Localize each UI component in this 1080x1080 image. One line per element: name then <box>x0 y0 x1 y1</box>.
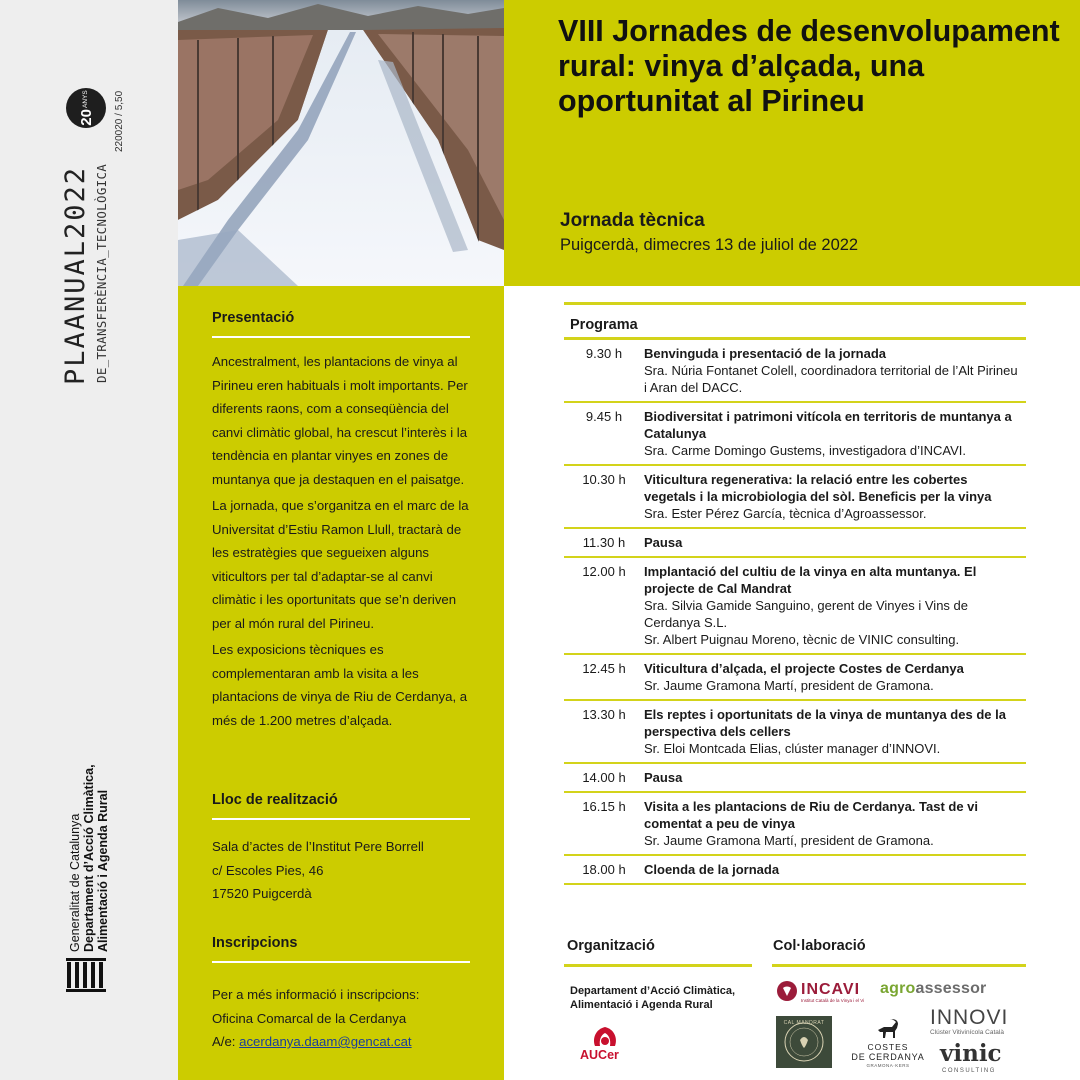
costes-logo <box>842 1018 934 1068</box>
costes-line2: DE CERDANYA <box>851 1052 925 1062</box>
program-session-title: Implantació del cultiu de la vinya en alta muntanya. El projecte de Cal Mandrat <box>644 564 977 596</box>
program-session-title: Viticultura regenerativa: la relació entre les cobertes vegetals i la microbiologia del sòl. Beneficis per la vinya <box>644 472 992 504</box>
agro-text: agro <box>880 980 916 997</box>
lloc-line: Sala d’actes de l’Institut Pere Borrell <box>212 839 424 854</box>
program-time: 9.45 h <box>585 409 623 424</box>
inscripcions-email-line <box>212 1030 470 1054</box>
vinic-text: vinic <box>940 1040 1002 1067</box>
program-row <box>564 793 1026 856</box>
program-time: 16.15 h <box>582 799 626 814</box>
presentacio-paragraph: La jornada, que s’organitza en el marc de la Universitat d’Estiu Ramon Llull, tractarà de les estratègies que segueixen alguns viticultors per tal d’adaptar-se al canvi climàtic i les oportunitats que se’n deriven per al món rural del Pirineu. <box>212 498 469 631</box>
event-place-date: Puigcerdà, dimecres 13 de juliol de 2022 <box>560 236 859 254</box>
program-description <box>644 861 1026 878</box>
assessor-text: assessor <box>915 980 987 997</box>
vinic-logo <box>940 1040 1020 1076</box>
organitzacio-heading: Organització <box>564 938 752 967</box>
program-row <box>564 403 1026 466</box>
incavi-text: INCAVI <box>801 981 861 998</box>
gencat-line1: Generalitat de Catalunya <box>68 813 82 952</box>
program-speaker: Sra. Carme Domingo Gustems, investigadora d’INCAVI. <box>644 443 966 458</box>
incavi-icon <box>776 980 798 1002</box>
lloc-body <box>212 835 470 906</box>
program-time: 9.30 h <box>585 346 623 361</box>
program-row <box>564 466 1026 529</box>
inscripcions-line: Oficina Comarcal de la Cerdanya <box>212 1010 407 1026</box>
organizer-line2: Alimentació i Agenda Rural <box>570 999 713 1011</box>
program-speaker: Sr. Jaume Gramona Martí, president de Gramona. <box>644 678 934 693</box>
innovi-subtext: Clúster Vitivinícola Català <box>930 1029 1004 1036</box>
incavi-subtext: Institut Català de la Vinya i el Vi <box>801 998 865 1003</box>
lloc-line: c/ Escoles Pies, 46 <box>212 862 324 878</box>
ibex-icon <box>874 1018 902 1040</box>
collaboracio-heading: Col·laboració <box>772 938 1026 967</box>
email-prefix: A/e: <box>212 1034 240 1049</box>
program-session-title: Pausa <box>644 770 683 785</box>
plan-subtitle: DE_TRANSFERÈNCIA_TECNOLÒGICA <box>94 163 109 383</box>
lloc-heading: Lloc de realització <box>212 792 470 820</box>
program-description <box>644 563 1026 648</box>
inscripcions-heading: Inscripcions <box>212 935 470 963</box>
program-time: 18.00 h <box>582 862 626 877</box>
presentacio-heading: Presentació <box>212 310 470 338</box>
cal-mandrat-text: CAL MANDRAT <box>783 1020 825 1026</box>
lloc-line: 17520 Puigcerdà <box>212 886 312 901</box>
program-session-title: Biodiversitat i patrimoni vitícola en territoris de muntanya a Catalunya <box>644 409 1012 441</box>
cal-mandrat-logo <box>776 1016 832 1068</box>
vineyard-photo <box>178 0 504 286</box>
program-speaker: Sr. Eloi Montcada Elias, clúster manager d’INNOVI. <box>644 741 941 756</box>
presentacio-body <box>212 350 470 735</box>
vinic-subtext: CONSULTING <box>942 1068 996 1074</box>
badge-number: 20 <box>77 109 95 126</box>
program-session-title: Visita a les plantacions de Riu de Cerdanya. Tast de vi comentat a peu de vinya <box>644 799 979 831</box>
program-row <box>564 701 1026 764</box>
presentacio-paragraph: Ancestralment, les plantacions de vinya al Pirineu eren habituals i molt importants. Per diferents raons, com a conseqüència del canvi climàtic global, ha crescut l’interès i la tendència en plantar vinyes en zones de muntanya que ja destaquen en el paisatge. <box>212 354 468 487</box>
program-time: 12.00 h <box>582 564 626 579</box>
organizer-line1: Departament d’Acció Climàtica, <box>570 985 736 997</box>
page-title: VIII Jornades de desenvolupament rural: vinya d’alçada, una oportunitat al Pirineu <box>558 14 1060 118</box>
program-speaker: Sra. Núria Fontanet Colell, coordinadora territorial de l’Alt Pirineu i Aran del DACC. <box>644 363 1018 395</box>
innovi-logo <box>930 1006 1020 1038</box>
program-row <box>564 529 1026 558</box>
presentacio-paragraph: Les exposicions tècniques es complementaran amb la visita a les plantacions de vinya de Riu de Cerdanya, a més de 1.200 metres d’alçada. <box>212 642 468 728</box>
programa-rows <box>564 340 1026 885</box>
program-speaker: Sr. Jaume Gramona Martí, president de Gramona. <box>644 833 934 848</box>
program-description <box>644 471 1026 522</box>
inscripcions-body <box>212 983 470 1054</box>
program-row <box>564 764 1026 793</box>
program-row <box>564 856 1026 885</box>
gencat-text <box>68 764 110 952</box>
costes-line1: COSTES <box>867 1042 909 1052</box>
aucer-text: AUCer <box>580 1048 619 1062</box>
program-session-title: Benvinguda i presentació de la jornada <box>644 346 887 361</box>
anniversary-badge <box>66 88 106 128</box>
programa-table <box>564 302 1026 885</box>
aucer-logo <box>578 1026 632 1066</box>
plan-title: PLAANUAL2022 <box>60 165 91 385</box>
program-session-title: Viticultura d’alçada, el projecte Costes de Cerdanya <box>644 661 964 676</box>
gencat-line3: Alimentació i Agenda Rural <box>96 789 110 952</box>
program-speaker: Sra. Ester Pérez García, tècnica d’Agroassessor. <box>644 506 927 521</box>
program-session-title: Cloenda de la jornada <box>644 862 780 877</box>
program-time: 13.30 h <box>582 707 626 722</box>
innovi-text: INNOVI <box>930 1006 1009 1029</box>
document-code: 220020 / 5,50 <box>114 90 125 152</box>
program-time: 12.45 h <box>582 661 626 676</box>
organizer-department <box>570 984 760 1012</box>
program-session-title: Pausa <box>644 535 683 550</box>
title-box <box>504 0 1080 286</box>
inscripcions-line: Per a més informació i inscripcions: <box>212 987 420 1002</box>
program-description <box>644 345 1026 396</box>
program-description <box>644 660 1026 694</box>
side-strip <box>0 0 178 1080</box>
program-description <box>644 769 1026 786</box>
gencat-line2: Departament d’Acció Climàtica, <box>82 764 96 952</box>
programa-heading: Programa <box>564 302 1026 340</box>
program-row <box>564 655 1026 701</box>
program-time: 10.30 h <box>582 472 626 487</box>
program-description <box>644 408 1026 459</box>
badge-text: ANYS <box>81 90 89 109</box>
email-link[interactable]: acerdanya.daam@gencat.cat <box>239 1034 412 1049</box>
info-column <box>178 286 504 1080</box>
program-row <box>564 340 1026 403</box>
program-time: 14.00 h <box>582 770 626 785</box>
program-time: 11.30 h <box>582 535 626 550</box>
program-description <box>644 534 1026 551</box>
program-description <box>644 798 1026 849</box>
incavi-logo <box>776 980 876 1004</box>
agroassessor-logo <box>880 980 1010 1002</box>
program-speaker: Sr. Albert Puignau Moreno, tècnic de VINIC consulting. <box>644 632 960 647</box>
program-speaker: Sra. Silvia Gamide Sanguino, gerent de Vinyes i Vins de Cerdanya S.L. <box>644 598 968 630</box>
gencat-logo-icon <box>64 956 108 994</box>
event-subtitle: Jornada tècnica <box>560 210 705 231</box>
program-session-title: Els reptes i oportunitats de la vinya de muntanya des de la perspectiva dels cellers <box>644 707 1006 739</box>
program-description <box>644 706 1026 757</box>
costes-line3: GRAMONA·KERS <box>866 1063 910 1068</box>
program-row <box>564 558 1026 655</box>
